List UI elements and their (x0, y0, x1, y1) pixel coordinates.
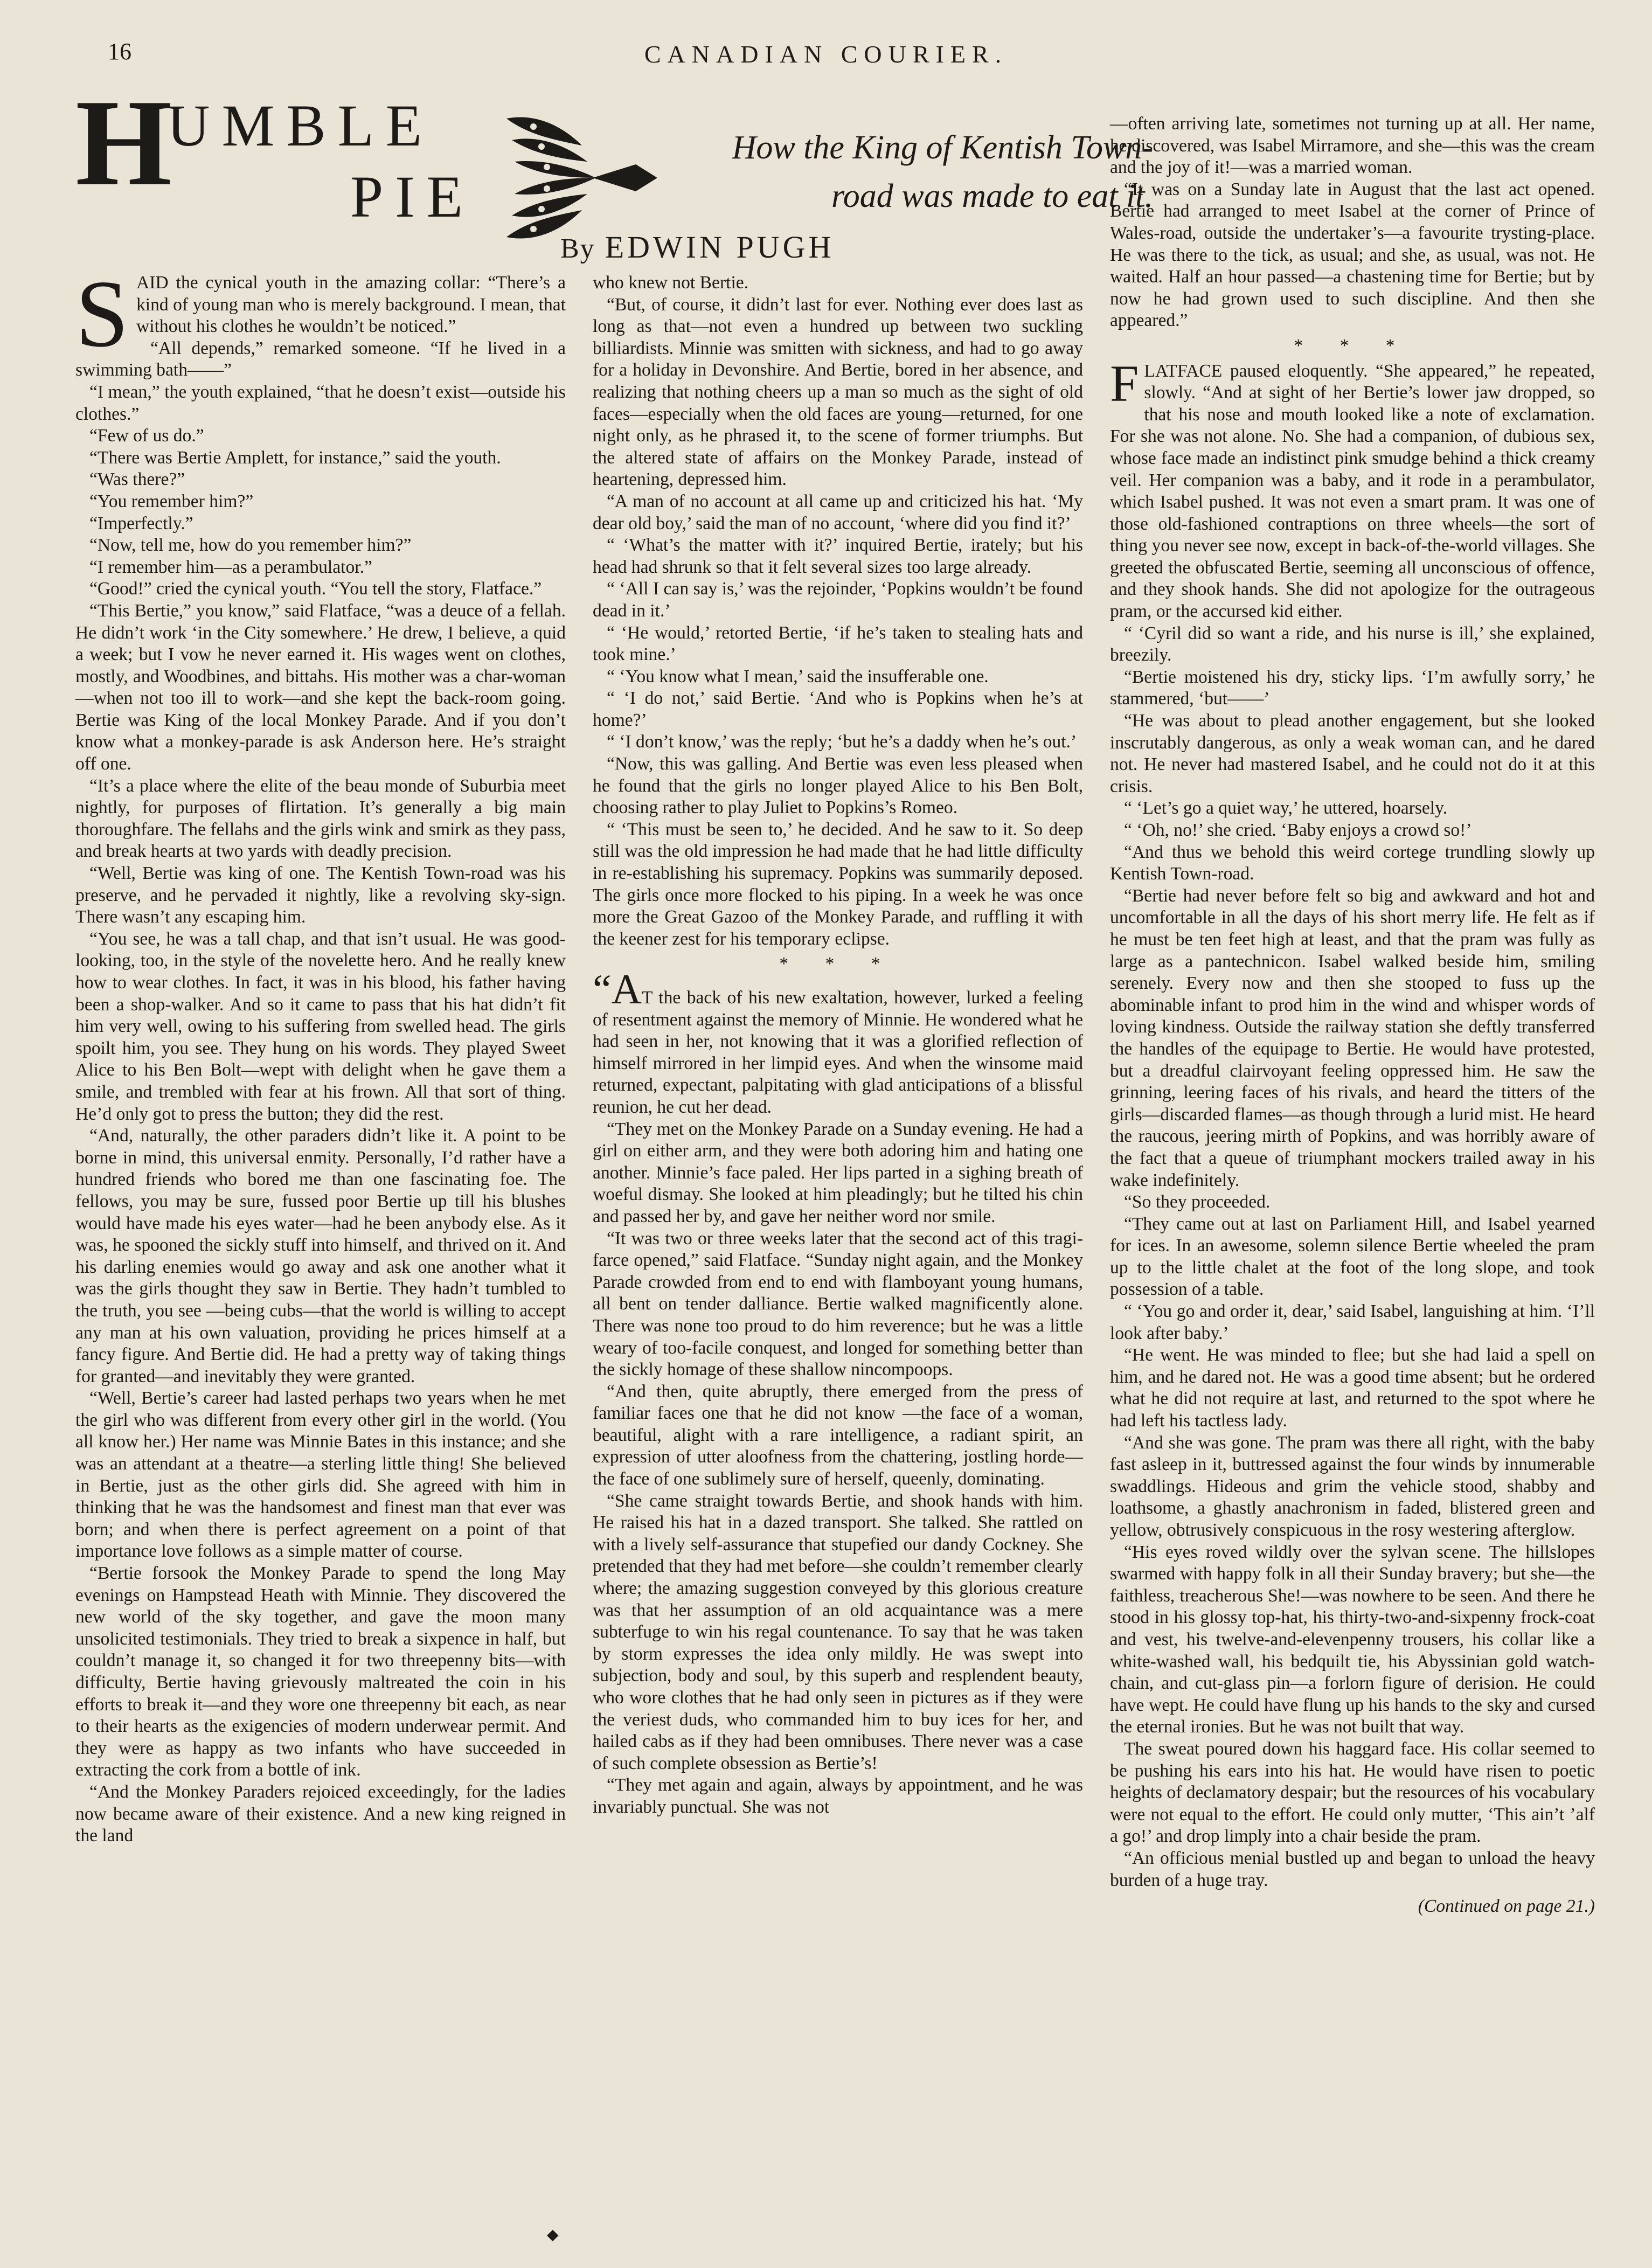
paragraph: “Well, Bertie’s career had lasted perhaps two years when he met the girl who was different from every other girl in the world. (You all know her.) Her name was Minnie Bates in this instance; and she was an attendant at a theatre—a sterling little thing! She believed in Bertie, just as the other girls did. She agreed with him in thinking that he was the handsomest and finest man that ever was born; and when there is perfect agreement on a point of that importance love follows as a simple matter of course. (75, 1388, 566, 1562)
paragraph: “He was about to plead another engagement, but she looked inscrutably dangerous, as only a weak woman can, and he dared not. He never had mastered Isabel, and he could not do it at this crisis. (1110, 711, 1595, 796)
paragraph: “Bertie moistened his dry, sticky lips. ‘I’m awfully sorry,’ he stammered, ‘but——’ (1110, 667, 1595, 709)
paragraph: SAID the cynical youth in the amazing collar: “There’s a kind of young man who is merely background. I mean, that without his clothes he wouldn’t be noticed.” (75, 260, 566, 367)
running-header (0, 38, 1652, 81)
continued-notice: (Continued on page 21.) (1418, 1896, 1595, 1917)
paragraph: “ ‘All I can say is,’ was the rejoinder, ‘Popkins wouldn’t be found dead in it.’ (593, 579, 1083, 621)
text-column-3 (1110, 113, 1595, 1918)
paragraph: who knew not Bertie. (593, 273, 749, 293)
section-separator: * * * (1294, 335, 1411, 356)
paragraph: “ ‘I do not,’ said Bertie. ‘And who is Popkins when he’s at home?’ (593, 688, 1083, 730)
paragraph: “She came straight towards Bertie, and shook hands with him. He raised his hat in a dazed transport. She talked. She rattled on with a lively self-assurance that stupefied our dandy Cockney. She pretended that they had met before—she couldn’t remember clearly where; the amazing suggestion conveyed by this glorious creature was that her assumption of an old acquaintance was a mere subterfuge to win his regal countenance. To say that he was taken by storm expresses the idea only mildly. He was swept into subjection, body and soul, by this superb and resplendent beauty, who wore clothes that he had only seen in pictures as if they were the veriest duds, who commanded him to buy ices for her, and hailed cabs as if they had been omnibuses. There never was a case of such complete obsession as Bertie’s! (593, 1490, 1083, 1773)
paragraph: “His eyes roved wildly over the sylvan scene. The hillslopes swarmed with happy folk in all their Sunday bravery; but she—the faithless, treacherous She!—was nowhere to be seen. And there he stood in his glossy top-hat, his thirty-two-and-sixpenny frock-coat and vest, his twelve-and-elevenpenny trousers, his collar like a white-washed wall, his bedquilt tie, his Abyssinian gold watch-chain, and cut-glass pin—a forlorn figure of derision. He could have wept. He could have flung up his hands to the sky and cursed the eternal ironies. But he was not built that way. (1110, 1542, 1595, 1737)
section-separator: * * * (779, 954, 897, 974)
paragraph: “I mean,” the youth explained, “that he doesn’t exist—outside his clothes.” (75, 382, 566, 424)
title-cap-letter: H (75, 74, 172, 211)
text-column-2 (593, 272, 1083, 1819)
paragraph: “Now, tell me, how do you remember him?” (89, 535, 412, 556)
paragraph: FLATFACE paused eloquently. “She appeared,” he repeated, slowly. “And at sight of her Bertie’s lower jaw dropped, so that his nose and mouth looked like a note of exclamation. For she was not alone. No. She had a companion, of dubious sex, whose face made an indistinct pink smudge behind a thick creamy veil. Her companion was a baby, and it rode in a perambulator, which Isabel pushed. It was not even a smart pram. It was one of those old-fashioned contraptions on three wheels—the sort of thing you never see now, except in back-of-the-world villages. She greeted the obfuscated Bertie, seeming all unconscious of offence, and they shook hands. She did not apologize for the outrageous pram, or the accursed kid either. (1110, 354, 1595, 622)
paragraph: “Good!” cried the cynical youth. “You tell the story, Flatface.” (89, 579, 542, 599)
paragraph: “ ‘Let’s go a quiet way,’ he uttered, hoarsely. (1124, 798, 1448, 819)
paragraph: “ ‘You know what I mean,’ said the insufferable one. (607, 666, 989, 686)
paragraph: “ ‘He would,’ retorted Bertie, ‘if he’s taken to stealing hats and took mine.’ (593, 622, 1083, 665)
paragraph: “Bertie had never before felt so big and awkward and hot and uncomfortable in all the days of his short merry life. He felt as if he must be ten feet high at least, and that the pram was fully as large as a pantechnicon. Isabel walked beside him, smiling serenely. Every now and then she stooped to fuss up the abominable infant to prod him in the wind and whisper words of loving kindness. Outside the railway station she deftly transferred the handles of the equipage to Bertie. He would have protested, but a dreadful clairvoyant feeling oppressed him. He saw the grinning, leering faces of his rivals, and heard the titters of the girls—discarded flames—as though through a lurid mist. He heard the raucous, jeering mirth of Popkins, and was horribly aware of the fact that a queue of triumphant mockers trailed away in his wake indefinitely. (1110, 885, 1595, 1190)
paragraph: “ ‘Cyril did so want a ride, and his nurse is ill,’ she explained, breezily. (1110, 623, 1595, 665)
paragraph: “And the Monkey Paraders rejoiced exceedingly, for the ladies now became aware of their existence. And a new king reigned in the land (75, 1781, 566, 1846)
byline-author: EDWIN PUGH (605, 230, 835, 265)
paragraph: “ ‘I don’t know,’ was the reply; ‘but he’s a daddy when he’s out.’ (607, 732, 1077, 752)
paragraph: “A man of no account at all came up and criticized his hat. ‘My dear old boy,’ said the man of no account, ‘where did you find it?’ (593, 491, 1083, 533)
paragraph: “An officious menial bustled up and began to unload the heavy burden of a huge tray. (1110, 1848, 1595, 1890)
paragraph: “It was two or three weeks later that the second act of this tragi-farce opened,” said Flatface. “Sunday night again, and the Monkey Parade crowded from end to end with flamboyant young humans, all bent on tender dalliance. Bertie walked magnificently alone. There was none too proud to do him reverence; but he was a little weary of too-facile conquest, and longed for something better than the sickly homage of these shallow nincompoops. (593, 1228, 1083, 1380)
paragraph: “ ‘Oh, no!’ she cried. ‘Baby enjoys a crowd so!’ (1124, 820, 1472, 840)
paragraph: “This Bertie,” you know,” said Flatface, “was a deuce of a fellah. He didn’t work ‘in the City somewhere.’ He drew, I believe, a quid a week; but I vow he never earned it. His wages went on clothes, mostly, and Woodbines, and bittahs. His mother was a char-woman—when not too ill to work—and she kept the back-room going. Bertie was King of the local Monkey Parade. And if you don’t know what a monkey-parade is ask Anderson here. He’s straight off one. (75, 600, 566, 774)
paragraph: “And, naturally, the other paraders didn’t like it. A point to be borne in mind, this universal enmity. Personally, I’d rather have a hundred friends who bored me than one fascinating foe. The fellows, you may be sure, fussed poor Bertie up till his blushes would have made his eyes water—had he been anybody else. As it was, he spooned the sickly stuff into himself, and thrived on it. And his darling enemies would go away and ask one another what it was the girls thought they saw in Bertie. They hadn’t tumbled to the truth, you see —being cubs—that the world is willing to accept any man at his own valuation, providing he prices himself at a fancy figure. And Bertie did. He had a pretty way of taking things for granted—and inevitably they were granted. (75, 1126, 566, 1386)
drop-cap-f: F (1110, 354, 1139, 412)
paragraph: “All depends,” remarked someone. “If he lived in a swimming bath——” (75, 338, 566, 380)
paragraph: “I remember him—as a perambulator.” (89, 557, 372, 577)
byline (560, 229, 834, 265)
byline-by: By (560, 233, 595, 264)
paragraph: The sweat poured down his haggard face. His collar seemed to be pushing his ears into his hat. He would have risen to poetic heights of declamatory despair; but the resources of his vocabulary were not equal to the effort. He could only mutter, ‘This ain’t ’alf a go!’ and drop limply into a chair beside the pram. (1110, 1738, 1595, 1847)
article-title-block (75, 74, 1153, 237)
subtitle-line-2: road was made to eat it. (831, 177, 1153, 214)
paragraph: “Few of us do.” (89, 426, 204, 446)
paragraph: “There was Bertie Amplett, for instance,” said the youth. (89, 447, 501, 468)
paragraph: “Well, Bertie was king of one. The Kentish Town-road was his preserve, and he pervaded it nightly, like a revolving sky-sign. There wasn’t any escaping him. (75, 863, 566, 927)
paragraph: “And she was gone. The pram was there all right, with the baby fast asleep in it, buttressed against the four winds by innumerable swaddlings. Hideous and grim the vehicle stood, shabby and loathsome, a ghastly anachronism in faded, blistered green and yellow, obtrusively conspicuous in the rosy westering afterglow. (1110, 1432, 1595, 1540)
paragraph: “They came out at last on Parliament Hill, and Isabel yearned for ices. In an awesome, solemn silence Bertie wheeled the pram up to the little chalet at the foot of the long slope, and took possession of a table. (1110, 1213, 1595, 1300)
paragraph: “Now, this was galling. And Bertie was even less pleased when he found that the girls no longer played Alice to his Ben Bolt, choosing rather to play Juliet to Popkins’s Romeo. (593, 754, 1083, 818)
publication-title: CANADIAN COURIER. (644, 40, 1008, 68)
page-number: 16 (108, 38, 131, 65)
paragraph: “But, of course, it didn’t last for ever. Nothing ever does last as long as that—not even a hundred up between two suckling billiardists. Minnie was smitten with sickness, and had to go away for a holiday in Devonshire. And Bertie, bored in her absence, and realizing that nothing cheers up a man so much as the sight of old faces—especially when the old faces are young—returned, for one night only, as he phrased it, to the scene of former triumphs. But the altered state of affairs on the Monkey Parade, instead of heartening, depressed him. (593, 294, 1083, 490)
paragraph: “They met on the Monkey Parade on a Sunday evening. He had a girl on either arm, and they were both adoring him and hating one another. Minnie’s face paled. Her lips parted in a sighing breath of woeful dismay. She looked at him pleadingly; but he tilted his chin and passed her by, and gave her neither word nor smile. (593, 1119, 1083, 1226)
paragraph: “It’s a place where the elite of the beau monde of Suburbia meet nightly, for purposes of flirtation. It’s generally a big main thoroughfare. The fellahs and the girls wink and smirk as they pass, and break hearts at two yards with deadly precision. (75, 775, 566, 862)
paragraph: “You remember him?” (89, 491, 254, 511)
title-line-1: UMBLE (167, 93, 434, 158)
paragraph: “Imperfectly.” (89, 513, 193, 533)
feather-ornament-icon (501, 113, 657, 242)
paragraph: “It was on a Sunday late in August that the last act opened. Bertie had arranged to meet Isabel at the corner of Prince of Wales-road, outside the undertaker’s—a favourite trysting-place. He was there to the tick, as usual; and she, as usual, was not. He waited. Half an hour passed—a chastening time for Bertie; but by now he had grown used to such discipline. And then she appeared.” (1110, 179, 1595, 331)
paragraph: “Bertie forsook the Monkey Parade to spend the long May evenings on Hampstead Heath with Minnie. They discovered the new world of the sky together, and gave the moon many unsolicited testimonials. They tried to break a sixpence in half, but couldn’t manage it, so changed it for two threepenny bits—with difficulty, Bertie having grievously maltreated the coin in his efforts to break it—and they wore one threepenny bit each, as near to their hearts as the exigencies of modern underwear permit. And they were as happy as two infants who have succeeded in extracting the cork from a bottle of ink. (75, 1563, 566, 1780)
title-line-2: PIE (350, 164, 475, 230)
paragraph: “So they proceeded. (1124, 1192, 1271, 1212)
paragraph: “ ‘This must be seen to,’ he decided. And he saw to it. So deep still was the old impression he had made that he had little difficulty in re-establishing his supremacy. Popkins was summarily deposed. The girls once more flocked to his piping. In a week he was once more the Great Gazoo of the Monkey Parade, and ruffling it with the keener zest for his temporary eclipse. (593, 819, 1083, 949)
paragraph: “You see, he was a tall chap, and that isn’t usual. He was good-looking, too, in the style of the novelette hero. And he really knew how to wear clothes. In fact, it was in his blood, his father having been a shop-walker. And so it came to pass that his hat didn’t fit him very well, owing to his suffering from swelled head. The girls spoilt him, you see. They hung on his words. They played Sweet Alice to his Ben Bolt—wept with delight when he gave them a smile, and trembled with fear at his frown. All that sort of thing. He’d only got to press the button; they did the rest. (75, 928, 566, 1124)
subtitle-line-1: How the King of Kentish Town- (732, 129, 1153, 166)
paragraph: “They met again and again, always by appointment, and he was invariably punctual. She was not (593, 1775, 1083, 1817)
paragraph: “ ‘What’s the matter with it?’ inquired Bertie, irately; but his head had shrunk so that it felt several sizes too large already. (593, 535, 1083, 577)
paragraph: —often arriving late, sometimes not turning up at all. Her name, he discovered, was Isabel Mirramore, and she—this was the cream and the joy of it!—was a married woman. (1110, 114, 1595, 178)
paragraph: “He went. He was minded to flee; but she had laid a spell on him, and he dared not. He was a good time absent; but he ordered what he did not require at last, and returned to the spot where he had left his tactless lady. (1110, 1345, 1595, 1431)
paragraph: “AT the back of his new exaltation, however, lurked a feeling of resentment against the memory of Minnie. He wondered what he had seen in her, not knowing that it was a glorified reflection of himself mirrored in her limpid eyes. And when the winsome maid returned, expectant, palpitating with glad anticipations of a blissful reunion, he cut her dead. (593, 966, 1083, 1117)
paragraph: “And then, quite abruptly, there emerged from the press of familiar faces one that he did not know —the face of a woman, beautiful, alight with a rare intelligence, a radiant spirit, an expression of utter aloofness from the chattering, jostling horde—the face of one sublimely sure of herself, queenly, dominating. (593, 1381, 1083, 1489)
article-subtitle (668, 124, 1153, 221)
drop-cap-s: S (75, 260, 129, 367)
paragraph: “Was there?” (89, 469, 185, 490)
paragraph: “ ‘You go and order it, dear,’ said Isabel, languishing at him. ‘I’ll look after baby.’ (1110, 1301, 1595, 1343)
diamond-ornament-icon: ◆ (547, 2227, 559, 2243)
paragraph: “And thus we behold this weird cortege trundling slowly up Kentish Town-road. (1110, 842, 1595, 884)
drop-cap-a: “A (593, 966, 642, 1012)
text-column-1 (75, 260, 566, 1847)
